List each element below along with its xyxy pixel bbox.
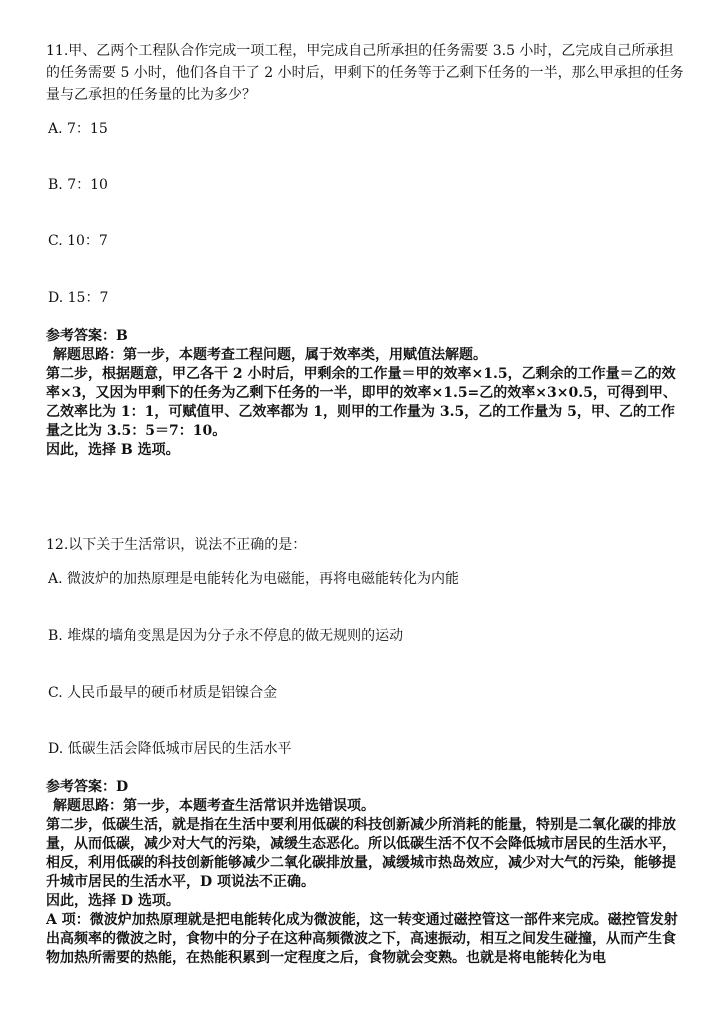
q12-option-a: A. 微波炉的加热原理是电能转化为电磁能，再将电磁能转化为内能 <box>48 571 460 587</box>
q12-explanation-conclusion: 因此，选择 D 选项。 <box>46 893 180 909</box>
q12-option-b: B. 堆煤的墙角变黑是因为分子永不停息的做无规则的运动 <box>48 628 404 644</box>
q11-option-c: C. 10：7 <box>48 233 108 249</box>
q11-explanation-step1: 解题思路：第一步，本题考查工程问题，属于效率类，用赋值法解题。 <box>53 347 487 363</box>
q12-option-d: D. 低碳生活会降低城市居民的生活水平 <box>48 741 292 757</box>
q12-option-c: C. 人民币最早的硬币材质是铝镍合金 <box>48 685 278 701</box>
q11-option-d: D. 15：7 <box>48 290 109 306</box>
q12-explanation-step2: 第二步，低碳生活，就是指在生活中要利用低碳的科技创新减少所消耗的能量，特别是二氧化碳的排放量，从而低碳，减少对大气的污染，减缓生态恶化。所以低碳生活不仅不会降低城市居民的生活水平，相反，利用低碳的科技创新能够减少二氧化碳排放量，减缓城市热岛效应，减少对大气的污染，能够提升城市居民的生活水平，D 项说法不正确。 <box>46 817 676 890</box>
q11-answer-block <box>46 327 686 460</box>
q11-explanation-step2: 第二步，根据题意，甲乙各干 2 小时后，甲剩余的工作量＝甲的效率×1.5，乙剩余的工作量＝乙的效率×3，又因为甲剩下的任务为乙剩下任务的一半，即甲的效率×1.5=乙的效率×3×0.5，可得到甲、乙效率比为 1：1，可赋值甲、乙效率都为 1，则甲的工作量为 3.5，乙的工作量为 5，甲、乙的工作量之比为 3.5：5＝7：10。 <box>46 366 677 439</box>
q11-answer-label: 参考答案：B <box>46 328 128 344</box>
q11-option-b: B. 7：10 <box>48 177 108 193</box>
q12-explanation-option-a: A 项：微波炉加热原理就是把电能转化成为微波能，这一转变通过磁控管这一部件来完成。磁控管发射出高频率的微波之时，食物中的分子在这种高频微波之下，高速振动，相互之间发生碰撞，从而产生食物加热所需要的热能，在热能积累到一定程度之后，食物就会变熟。也就是将电能转化为电 <box>46 912 678 966</box>
q12-answer-block <box>46 778 686 968</box>
q12-explanation-step1: 解题思路：第一步，本题考查生活常识并选错误项。 <box>53 798 375 814</box>
q11-option-a: A. 7：15 <box>48 121 108 137</box>
question-11-text: 11.甲、乙两个工程队合作完成一项工程，甲完成自己所承担的任务需要 3.5 小时，乙完成自己所承担的任务需要 5 小时，他们各自干了 2 小时后，甲剩下的任务等于乙剩下任务的一半，那么甲承担的任务量与乙承担的任务量的比为多少？ <box>46 43 684 103</box>
q12-answer-label: 参考答案：D <box>46 779 129 795</box>
q11-explanation-conclusion: 因此，选择 B 选项。 <box>46 442 180 458</box>
question-12-text: 12.以下关于生活常识，说法不正确的是： <box>46 537 307 553</box>
